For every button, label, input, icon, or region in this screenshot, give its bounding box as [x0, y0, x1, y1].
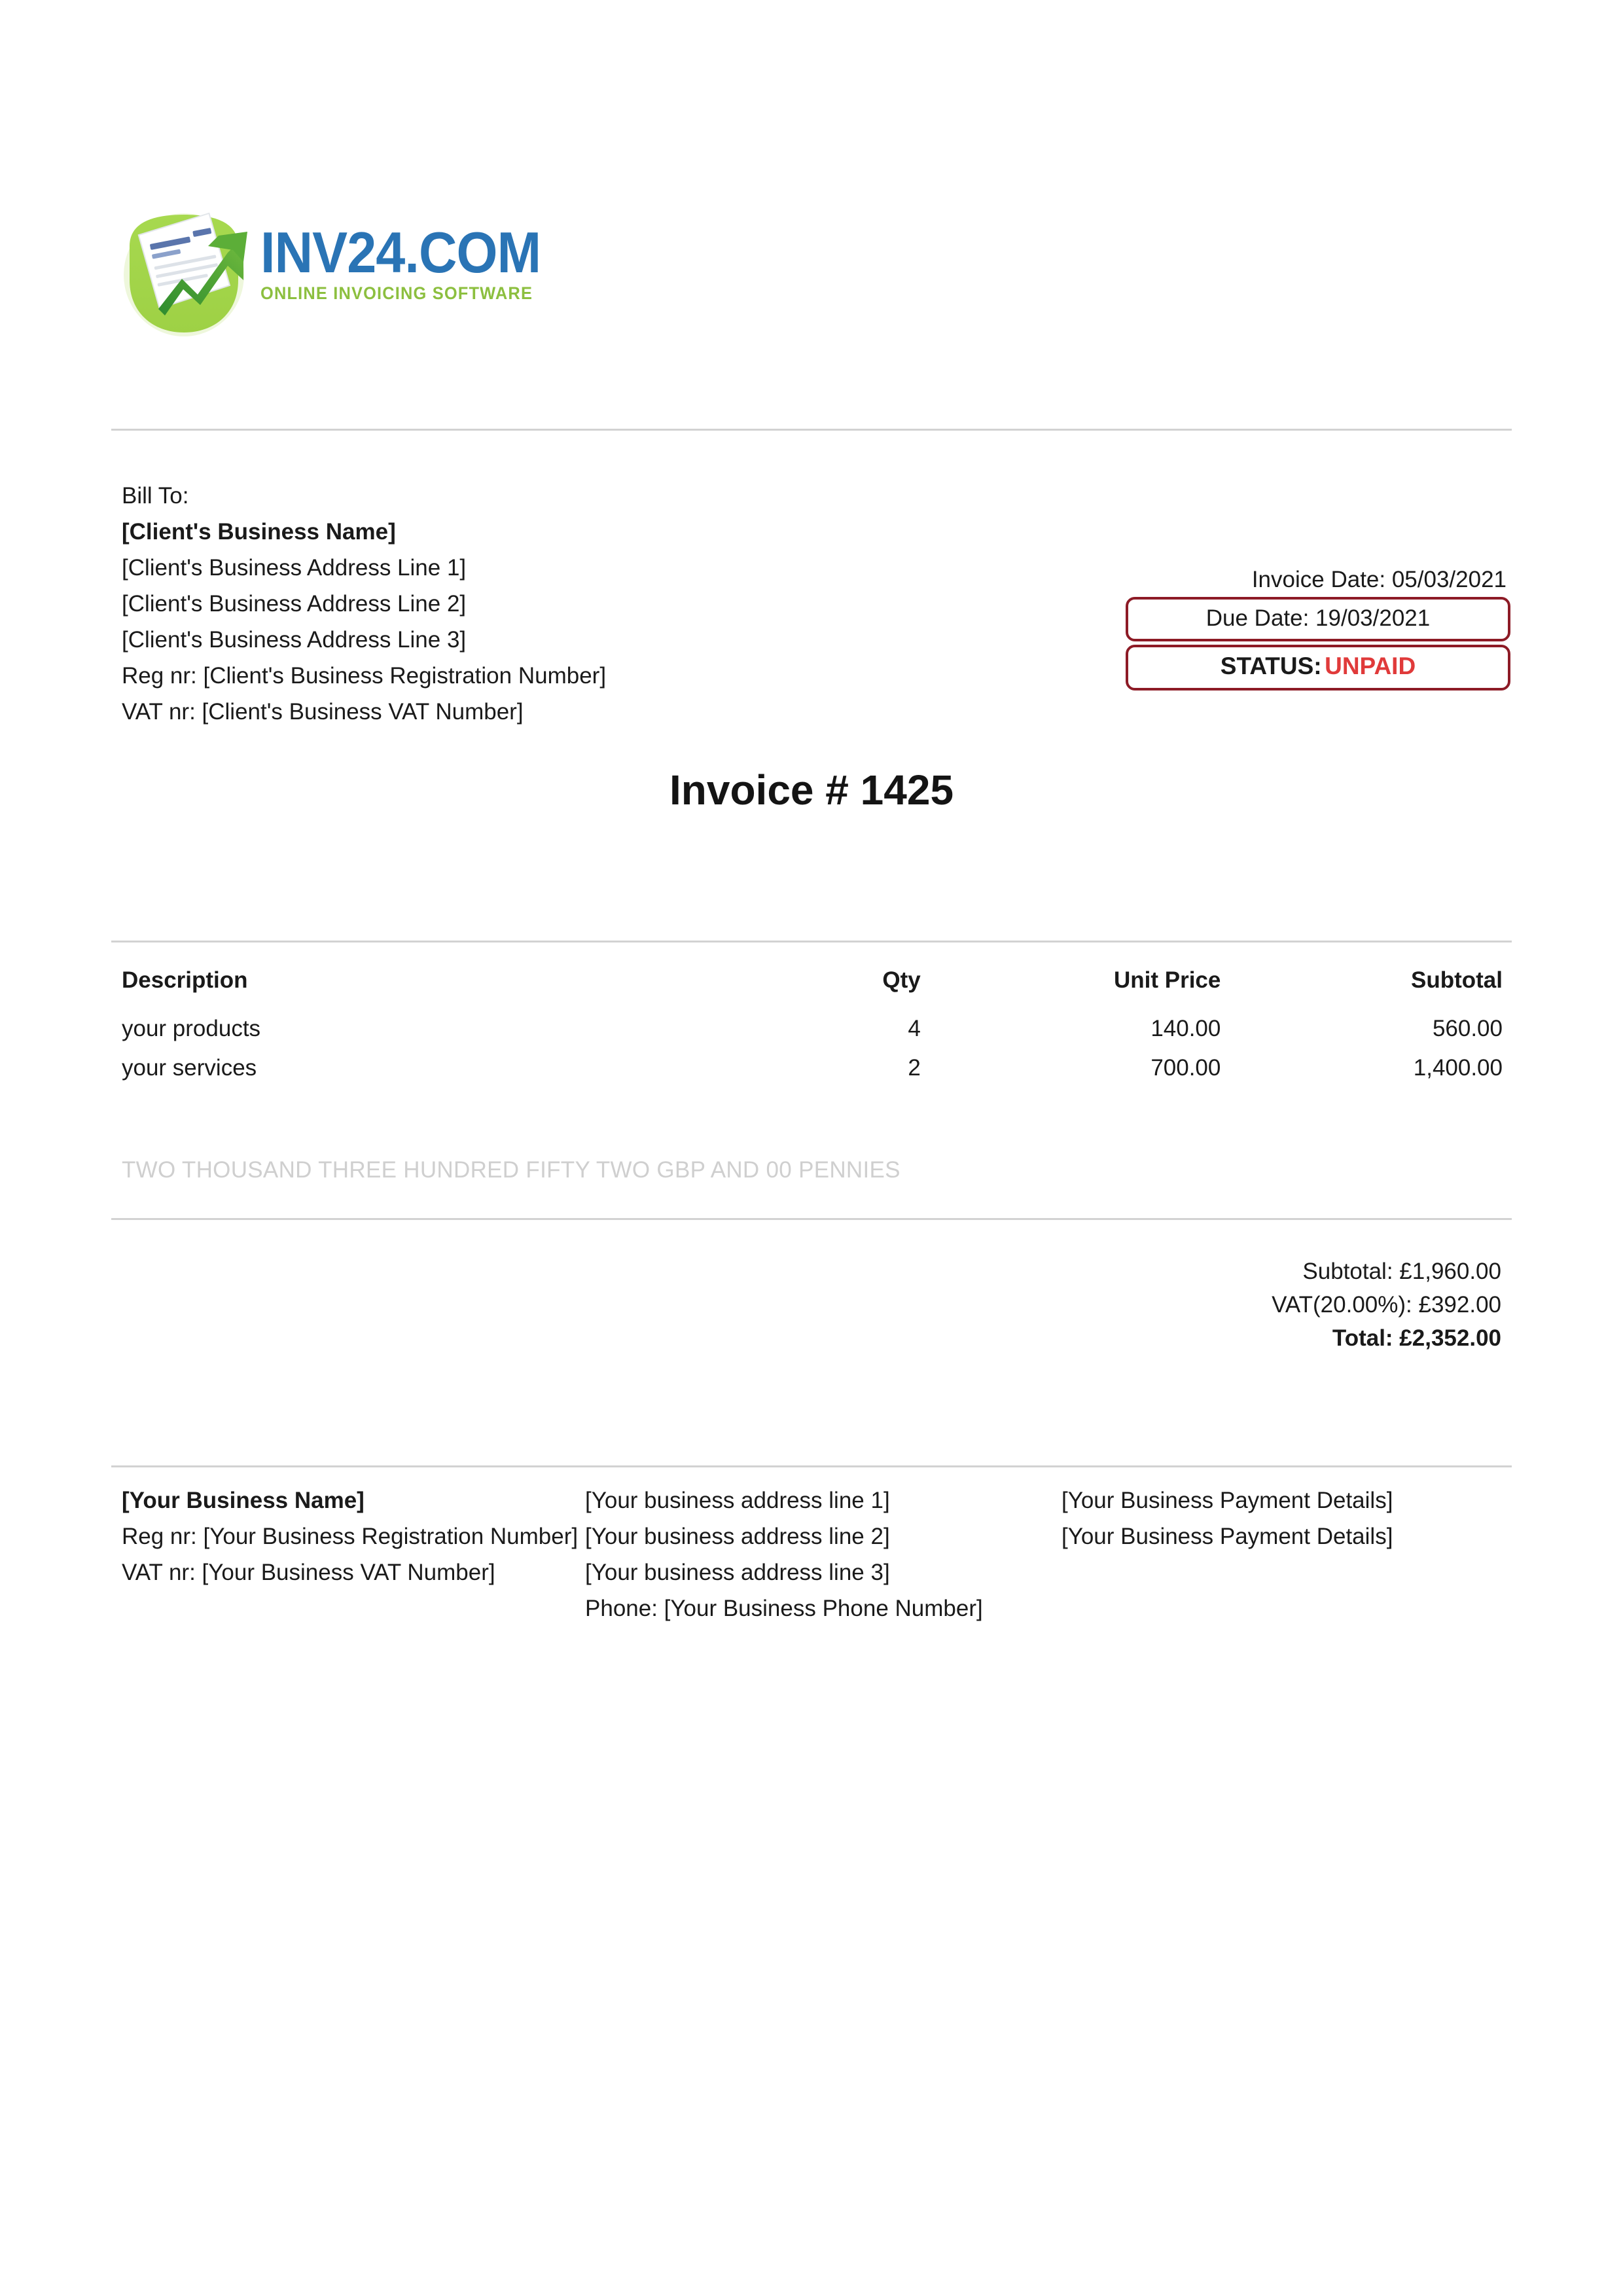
cell-description: your products [122, 1016, 261, 1041]
client-address-line-3: [Client's Business Address Line 3] [122, 627, 467, 653]
table-header-row [111, 967, 1512, 1016]
invoice-meta-block [1126, 564, 1510, 691]
cell-qty: 4 [908, 1016, 921, 1041]
amount-in-words: TWO THOUSAND THREE HUNDRED FIFTY TWO GBP AND 00 PENNIES [122, 1157, 901, 1183]
brand-name: INV24.COM [260, 220, 541, 285]
client-address-line-2: [Client's Business Address Line 2] [122, 591, 467, 617]
your-vat-number: VAT nr: [Your Business VAT Number] [122, 1560, 495, 1585]
table-row [111, 1016, 1512, 1055]
totals-vat: VAT(20.00%): £392.00 [1272, 1292, 1501, 1318]
header-qty: Qty [882, 967, 921, 993]
your-address-line-3: [Your business address line 3] [585, 1560, 890, 1585]
invoice-arrow-logo-icon [122, 207, 251, 338]
cell-subtotal: 560.00 [1432, 1016, 1503, 1041]
divider-header [111, 429, 1512, 431]
status-badge [1126, 645, 1510, 691]
payment-details-line-1: [Your Business Payment Details] [1061, 1488, 1393, 1513]
status-label: STATUS: [1220, 653, 1322, 679]
due-date: Due Date: 19/03/2021 [1205, 605, 1431, 631]
divider-footer [111, 1465, 1512, 1467]
table-row [111, 1055, 1512, 1094]
page-title: Invoice # 1425 [669, 766, 954, 814]
status-value: UNPAID [1325, 653, 1416, 679]
brand-wordmark [260, 207, 565, 304]
header-description: Description [122, 967, 248, 993]
client-registration-number: Reg nr: [Client's Business Registration Number] [122, 663, 607, 689]
brand-tagline: ONLINE INVOICING SOFTWARE [260, 283, 533, 303]
header-subtotal: Subtotal [1411, 967, 1503, 993]
payment-details-line-2: [Your Business Payment Details] [1061, 1524, 1393, 1549]
cell-unit-price: 140.00 [1150, 1016, 1221, 1041]
footer-address-column [585, 1482, 1061, 1626]
client-vat-number: VAT nr: [Client's Business VAT Number] [122, 699, 524, 725]
header-unit-price: Unit Price [1113, 967, 1221, 993]
totals-subtotal: Subtotal: £1,960.00 [1302, 1259, 1501, 1284]
brand-logo [122, 207, 565, 338]
your-phone-number: Phone: [Your Business Phone Number] [585, 1596, 983, 1621]
bill-to-block [122, 478, 606, 730]
divider-table-top [111, 941, 1512, 942]
totals-total: Total: £2,352.00 [1332, 1325, 1501, 1351]
bill-to-heading: Bill To: [122, 483, 189, 509]
your-address-line-1: [Your business address line 1] [585, 1488, 890, 1513]
cell-qty: 2 [908, 1055, 921, 1081]
footer-business-column [111, 1482, 585, 1626]
divider-table-bottom [111, 1218, 1512, 1220]
due-date-box [1126, 597, 1510, 641]
line-items-table [111, 967, 1512, 1094]
your-registration-number: Reg nr: [Your Business Registration Number] [122, 1524, 579, 1549]
cell-description: your services [122, 1055, 257, 1081]
cell-subtotal: 1,400.00 [1413, 1055, 1503, 1081]
footer-block [111, 1482, 1518, 1626]
totals-block [1272, 1255, 1501, 1355]
footer-payment-column [1061, 1482, 1518, 1626]
client-address-line-1: [Client's Business Address Line 1] [122, 555, 467, 581]
your-business-name: [Your Business Name] [122, 1488, 365, 1513]
invoice-date: Invoice Date: 05/03/2021 [1251, 567, 1507, 592]
your-address-line-2: [Your business address line 2] [585, 1524, 890, 1549]
cell-unit-price: 700.00 [1150, 1055, 1221, 1081]
client-business-name: [Client's Business Name] [122, 519, 396, 545]
